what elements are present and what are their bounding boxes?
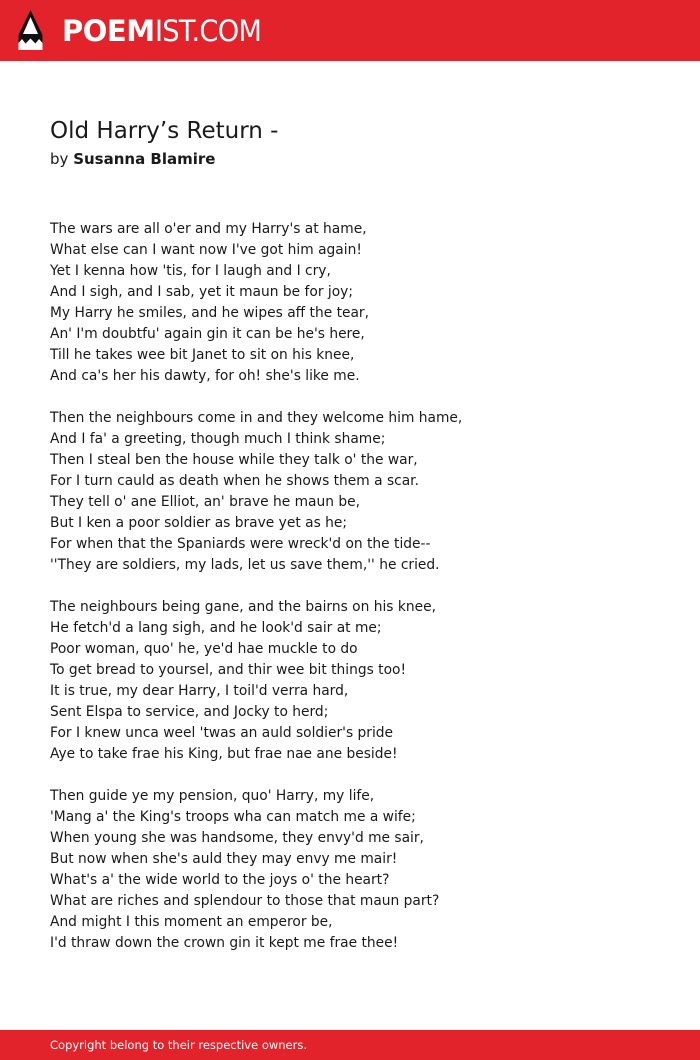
poem-line: But I ken a poor soldier as brave yet as he; — [50, 515, 348, 531]
poem-line: When young she was handsome, they envy'd me sair, — [50, 830, 424, 846]
poem-byline — [50, 148, 215, 170]
logo-text-bold: POEM — [62, 14, 155, 48]
poem-line: He fetch'd a lang sigh, and he look'd sair at me; — [50, 620, 382, 636]
site-footer — [0, 1030, 700, 1060]
poem-body — [50, 219, 670, 975]
poem-line: Then the neighbours come in and they welcome him hame, — [50, 410, 463, 426]
poem-line: What are riches and splendour to those that maun part? — [50, 893, 440, 909]
poem-line: For when that the Spaniards were wreck'd on the tide-- — [50, 536, 431, 552]
poem-stanza — [50, 219, 670, 387]
poem-line: 'Mang a' the King's troops wha can match me a wife; — [50, 809, 416, 825]
site-header — [0, 0, 700, 61]
poem-line: ''They are soldiers, my lads, let us save them,'' he cried. — [50, 557, 440, 573]
poem-line: What's a' the wide world to the joys o' the heart? — [50, 872, 390, 888]
poem-line: An' I'm doubtfu' again gin it can be he's here, — [50, 326, 365, 342]
poem-line: For I turn cauld as death when he shows them a scar. — [50, 473, 419, 489]
poem-line: I'd thraw down the crown gin it kept me frae thee! — [50, 935, 399, 951]
site-logo[interactable] — [62, 13, 268, 49]
poem-title: Old Harry’s Return - — [50, 118, 279, 144]
poem-line: But now when she's auld they may envy me mair! — [50, 851, 398, 867]
poem-line: The neighbours being gane, and the bairns on his knee, — [50, 599, 436, 615]
poem-line: Sent Elspa to service, and Jocky to herd; — [50, 704, 329, 720]
poem-line: They tell o' ane Elliot, an' brave he maun be, — [50, 494, 361, 510]
by-label: by — [50, 150, 69, 168]
copyright-notice: Copyright belong to their respective owners. — [50, 1038, 308, 1052]
poem-line: And might I this moment an emperor be, — [50, 914, 333, 930]
logo-text-light: IST.COM — [154, 14, 261, 48]
poem-line: Then I steal ben the house while they talk o' the war, — [50, 452, 418, 468]
poem-author: Susanna Blamire — [73, 150, 216, 168]
poem-line: And I sigh, and I sab, yet it maun be for joy; — [50, 284, 353, 300]
poem-line: Then guide ye my pension, quo' Harry, my life, — [50, 788, 375, 804]
poem-line: My Harry he smiles, and he wipes aff the tear, — [50, 305, 369, 321]
poem-stanza — [50, 597, 670, 765]
poem-line: It is true, my dear Harry, I toil'd verra hard, — [50, 683, 349, 699]
poem-line: And ca's her his dawty, for oh! she's like me. — [50, 368, 360, 384]
poem-line: To get bread to yoursel, and thir wee bit things too! — [50, 662, 407, 678]
poem-stanza — [50, 786, 670, 954]
poem-line: And I fa' a greeting, though much I think shame; — [50, 431, 386, 447]
poem-line: For I knew unca weel 'twas an auld soldier's pride — [50, 725, 394, 741]
poem-line: Aye to take frae his King, but frae nae ane beside! — [50, 746, 398, 762]
poem-stanza — [50, 408, 670, 576]
poem-line: The wars are all o'er and my Harry's at hame, — [50, 221, 367, 237]
pencil-tip-icon[interactable] — [17, 9, 44, 52]
poem-line: What else can I want now I've got him again! — [50, 242, 362, 258]
poem-line: Yet I kenna how 'tis, for I laugh and I cry, — [50, 263, 331, 279]
poem-line: Poor woman, quo' he, ye'd hae muckle to do — [50, 641, 358, 657]
poem-line: Till he takes wee bit Janet to sit on his knee, — [50, 347, 355, 363]
